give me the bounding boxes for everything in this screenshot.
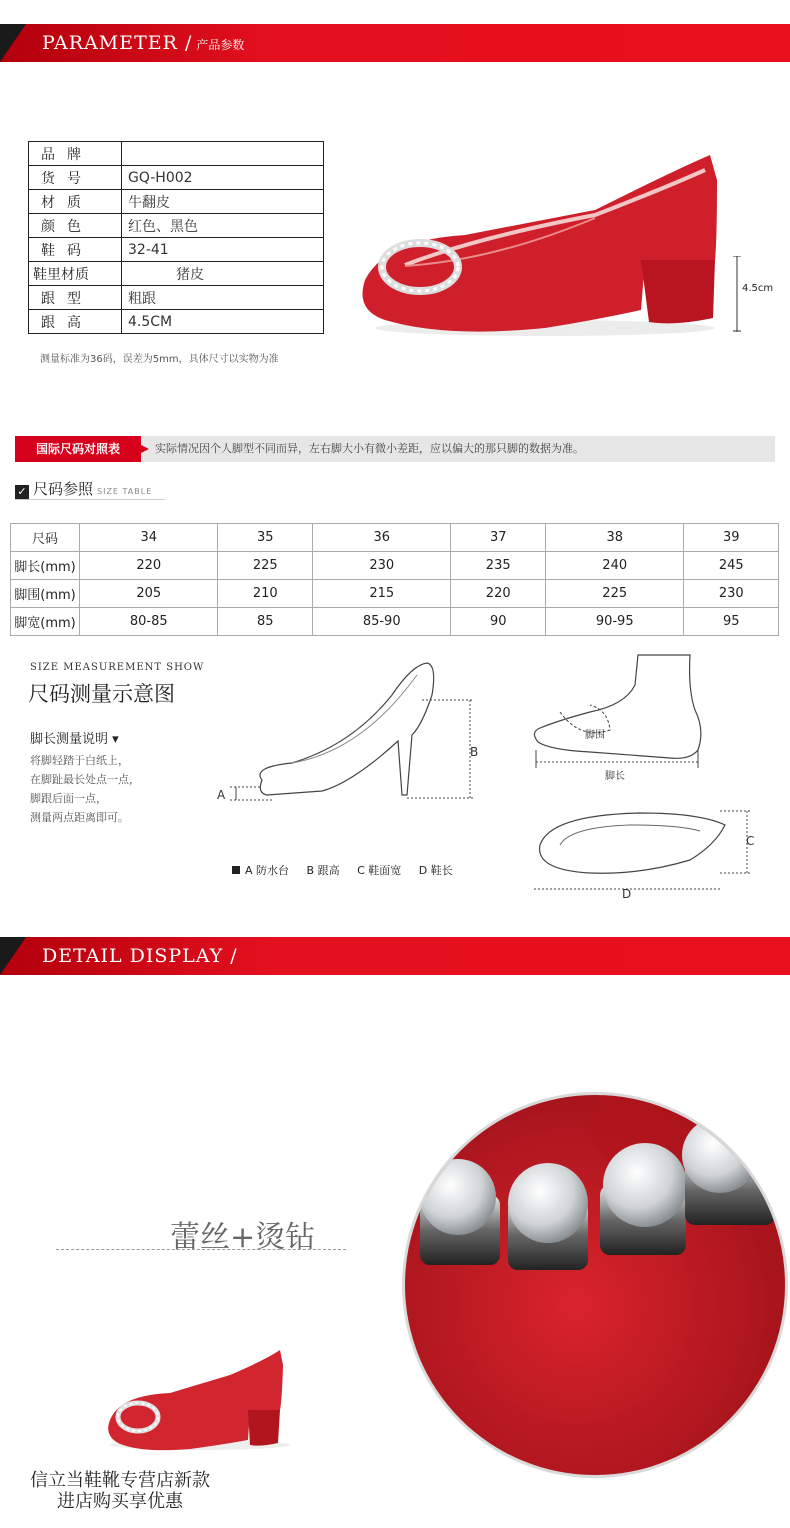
product-shoe-small <box>100 1345 300 1455</box>
detail-title: DETAIL DISPLAY / <box>42 945 238 967</box>
square-icon <box>232 866 240 874</box>
divider <box>15 499 165 500</box>
table-cell: 脚围(mm) <box>11 580 80 608</box>
table-cell: 38 <box>545 524 683 552</box>
desc-line: 在脚趾最长处点一点， <box>30 773 140 786</box>
table-row <box>29 286 324 310</box>
legend-item: D 鞋长 <box>418 864 453 877</box>
measure-title-en: SIZE MEASUREMENT SHOW <box>30 662 205 673</box>
check-icon: ✓ <box>15 485 29 499</box>
table-row <box>29 214 324 238</box>
table-cell: 85-90 <box>312 608 450 636</box>
table-cell: 210 <box>218 580 313 608</box>
lace-divider <box>56 1249 346 1250</box>
banner-notch <box>0 937 26 975</box>
desc-line: 测量两点距离即可。 <box>30 811 129 824</box>
table-row <box>29 238 324 262</box>
param-value: 32-41 <box>122 238 324 262</box>
size-chart-tag: 国际尺码对照表 <box>15 436 141 462</box>
heel-diagram <box>212 655 482 805</box>
label-a: A <box>217 788 226 802</box>
table-row <box>29 166 324 190</box>
legend-item: B 跟高 <box>306 864 340 877</box>
param-key: 跟高 <box>29 310 122 334</box>
legend-item: C 鞋面宽 <box>357 864 402 877</box>
shop-promo <box>20 1470 220 1512</box>
param-key: 跟型 <box>29 286 122 310</box>
table-cell: 225 <box>218 552 313 580</box>
table-cell: 35 <box>218 524 313 552</box>
desc-line: 脚跟后面一点， <box>30 792 107 805</box>
table-cell: 95 <box>684 608 779 636</box>
size-ref-heading <box>15 478 152 499</box>
param-note: 测量标准为36码，误差为5mm，具体尺寸以实物为准 <box>40 354 279 365</box>
detail-banner <box>0 937 790 975</box>
size-ref-label: 尺码参照 <box>33 480 94 498</box>
table-cell: 245 <box>684 552 779 580</box>
param-key: 品牌 <box>29 142 122 166</box>
lace-heading: 蕾丝+烫钻 <box>170 1220 316 1255</box>
table-cell: 220 <box>451 580 546 608</box>
parameter-subtitle: 产品参数 <box>196 38 245 52</box>
param-key: 鞋码 <box>29 238 122 262</box>
param-value: 红色、黑色 <box>122 214 324 238</box>
banner-notch <box>0 24 26 62</box>
param-value: 猪皮 <box>122 262 324 286</box>
table-cell: 215 <box>312 580 450 608</box>
table-row <box>29 142 324 166</box>
label-d: D <box>622 887 632 901</box>
measure-subtitle: 脚长测量说明 ▾ <box>30 732 119 747</box>
param-key: 材质 <box>29 190 122 214</box>
table-cell: 37 <box>451 524 546 552</box>
table-cell: 34 <box>80 524 218 552</box>
table-cell: 240 <box>545 552 683 580</box>
table-row <box>29 262 324 286</box>
param-key: 货号 <box>29 166 122 190</box>
table-cell: 90 <box>451 608 546 636</box>
table-row <box>29 310 324 334</box>
table-cell: 脚长(mm) <box>11 552 80 580</box>
param-value: 粗跟 <box>122 286 324 310</box>
foot-diagram <box>530 650 730 780</box>
table-cell: 230 <box>684 580 779 608</box>
parameter-table <box>28 141 324 334</box>
table-row <box>11 524 779 552</box>
param-value <box>122 142 324 166</box>
detail-closeup-image <box>400 1085 790 1485</box>
sole-diagram <box>530 805 760 900</box>
param-key: 鞋里材质 <box>29 262 122 286</box>
table-cell: 205 <box>80 580 218 608</box>
label-circumference: 脚围 <box>585 730 605 741</box>
size-chart-desc: 实际情况因个人脚型不同而异，左右脚大小有微小差距，应以偏大的那只脚的数据为准。 <box>155 442 584 455</box>
table-row <box>11 608 779 636</box>
parameter-title: PARAMETER / 产品参数 <box>42 32 245 54</box>
table-cell: 85 <box>218 608 313 636</box>
table-row <box>11 580 779 608</box>
parameter-banner <box>0 24 790 62</box>
param-value: GQ-H002 <box>122 166 324 190</box>
table-cell: 235 <box>451 552 546 580</box>
table-cell: 36 <box>312 524 450 552</box>
measure-description <box>30 751 140 827</box>
table-cell: 90-95 <box>545 608 683 636</box>
desc-line: 将脚轻踏于白纸上， <box>30 754 129 767</box>
table-cell: 39 <box>684 524 779 552</box>
shop-line: 信立当鞋靴专营店新款 <box>30 1470 210 1491</box>
legend-item: A 防水台 <box>232 864 289 877</box>
heel-height-indicator <box>732 256 742 332</box>
table-cell: 220 <box>80 552 218 580</box>
size-ref-en: SIZE TABLE <box>97 487 153 496</box>
table-cell: 225 <box>545 580 683 608</box>
measure-legend <box>232 862 467 878</box>
table-cell: 80-85 <box>80 608 218 636</box>
table-cell: 230 <box>312 552 450 580</box>
shop-line: 进店购买享优惠 <box>57 1491 183 1512</box>
param-value: 牛翻皮 <box>122 190 324 214</box>
table-row <box>11 552 779 580</box>
label-length: 脚长 <box>605 771 625 782</box>
label-c: C <box>746 834 755 848</box>
label-b: B <box>470 745 479 759</box>
heel-height-label: 4.5cm <box>742 283 774 294</box>
size-chart-bar <box>15 436 775 462</box>
param-value: 4.5CM <box>122 310 324 334</box>
table-row <box>29 190 324 214</box>
table-cell: 尺码 <box>11 524 80 552</box>
size-table <box>10 523 779 636</box>
param-key: 颜色 <box>29 214 122 238</box>
measure-title-cn: 尺码测量示意图 <box>28 682 175 706</box>
table-cell: 脚宽(mm) <box>11 608 80 636</box>
product-shoe-image <box>345 150 725 350</box>
